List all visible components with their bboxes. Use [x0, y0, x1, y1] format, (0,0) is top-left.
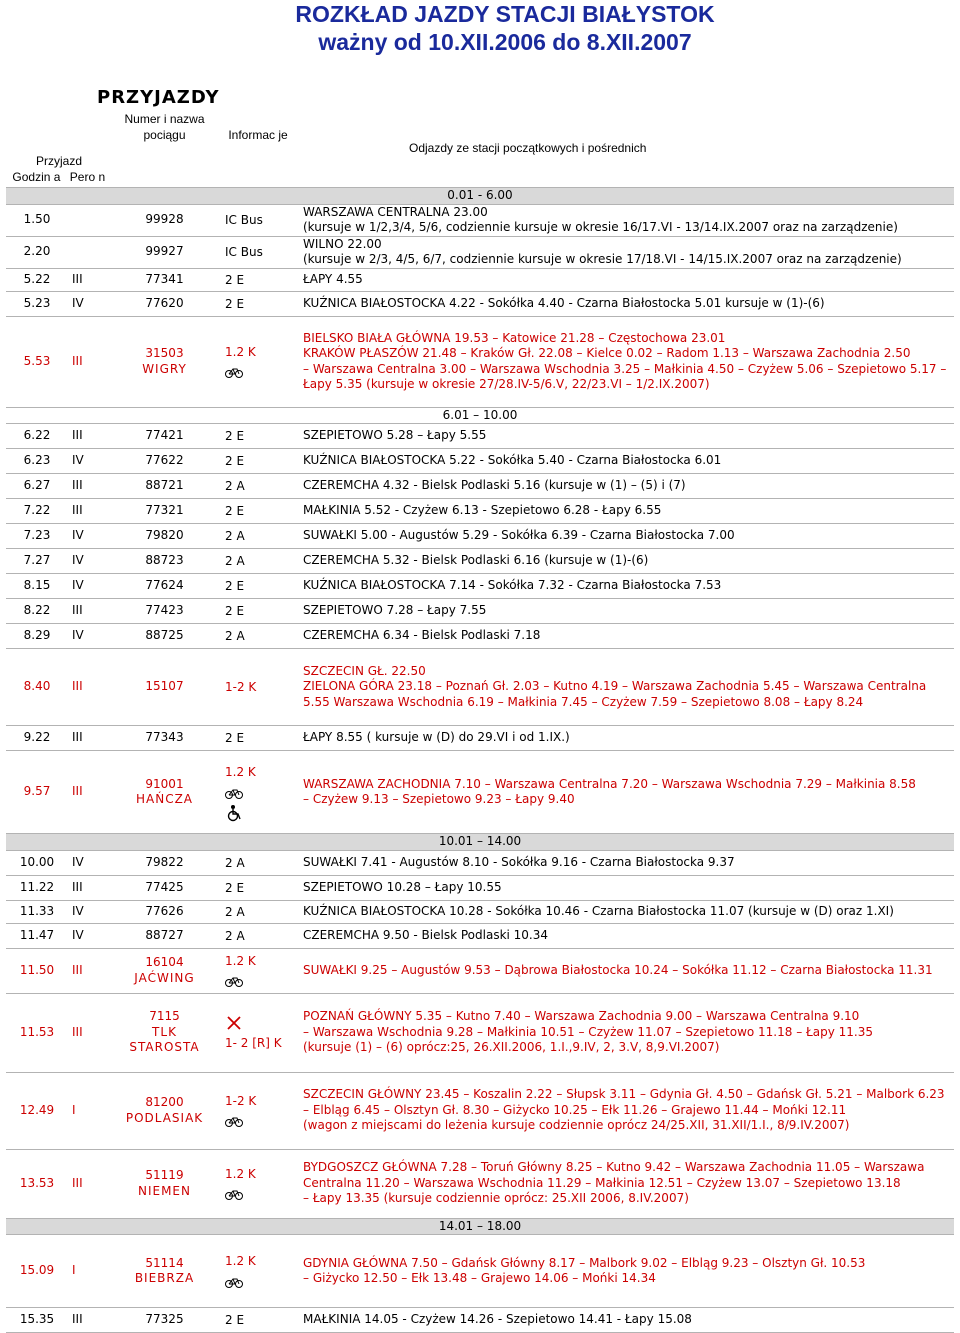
platform: IV	[68, 850, 112, 875]
header-numer: Numer i nazwa pociągu	[112, 110, 217, 188]
train-category: 2 E	[225, 880, 245, 895]
table-row	[6, 1235, 954, 1308]
train-info	[217, 236, 299, 268]
arrivals-table	[6, 110, 954, 1333]
train-info	[217, 1072, 299, 1149]
train-info	[217, 574, 299, 599]
train-info	[217, 751, 299, 834]
train-number	[112, 1308, 217, 1333]
arrival-time: 11.33	[6, 900, 68, 923]
route-text: SZEPIETOWO 10.28 – Łapy 10.55	[303, 879, 502, 894]
train-number	[112, 236, 217, 268]
train-category: 2 A	[225, 629, 245, 643]
route-text: (wagon z miejscami do leżenia kursuje codziennie oprócz 24/25.XII, 31.XII/1.I., 8/9.IV.2007)	[303, 1118, 850, 1133]
train-id: 7115	[149, 1009, 180, 1024]
platform: IV	[68, 923, 112, 948]
train-category: 2 E	[225, 731, 245, 745]
table-row	[6, 474, 954, 499]
train-name: HAŃCZA	[135, 792, 194, 806]
train-number	[112, 923, 217, 948]
train-id: 51119	[145, 1168, 184, 1182]
bicycle-icon	[225, 1114, 243, 1128]
time-band: 0.01 - 6.00	[6, 188, 954, 205]
platform: I	[68, 1072, 112, 1149]
train-id: 77343	[145, 730, 184, 745]
departure-stations	[299, 1072, 954, 1149]
train-info	[217, 424, 299, 449]
route-text: BYDGOSZCZ GŁÓWNA 7.28 – Toruń Główny 8.25 – Kutno 9.42 – Warszawa Zachodnia 11.05 – Warszawa Centralna 11.20 – Warszawa Wschodnia 11.29 – Małkinia 12.51 – Czyżew 13.07 – Szepietowo 13.18	[303, 1160, 925, 1190]
train-id: 88725	[145, 628, 184, 643]
table-row	[6, 449, 954, 474]
departure-stations	[299, 900, 954, 923]
route-text: KRAKÓW PŁASZÓW 21.48 – Kraków Gł. 22.08 – Kielce 0.02 – Radom 1.13 – Warszawa Zachodnia 2.50	[303, 346, 911, 360]
train-number	[112, 993, 217, 1072]
route-text: SZCZECIN GŁ. 22.50	[303, 663, 426, 678]
train-info	[217, 948, 299, 993]
table-row	[6, 624, 954, 649]
arrival-time: 6.23	[6, 449, 68, 474]
restaurant-icon	[225, 1014, 243, 1032]
train-id: 79820	[145, 528, 184, 543]
platform: III	[68, 268, 112, 291]
arrival-time: 7.22	[6, 499, 68, 524]
departure-stations	[299, 1235, 954, 1308]
page-subtitle: ważny od 10.XII.2006 do 8.XII.2007	[318, 29, 692, 55]
route-text: ŁAPY 8.55 ( kursuje w (D) do 29.VI i od 1.IX.)	[303, 730, 570, 745]
platform	[68, 204, 112, 236]
route-note: (kursuje w 1/2,3/4, 5/6, codziennie kursuje w okresie 16/17.VI - 13/14.IX.2007 oraz na zarządzenie)	[303, 220, 898, 234]
train-info	[217, 993, 299, 1072]
table-row	[6, 316, 954, 407]
train-info	[217, 923, 299, 948]
route-text: WILNO 22.00	[303, 236, 382, 251]
train-id: 99928	[145, 212, 184, 227]
header-odjazdy: Odjazdy ze stacji początkowych i pośrednich	[299, 110, 954, 188]
arrival-time: 7.27	[6, 549, 68, 574]
train-info	[217, 268, 299, 291]
platform: IV	[68, 291, 112, 316]
wheelchair-icon	[225, 804, 243, 822]
train-number	[112, 449, 217, 474]
platform: III	[68, 649, 112, 726]
platform: I	[68, 1235, 112, 1308]
route-text: WARSZAWA CENTRALNA 23.00	[303, 204, 488, 219]
table-row	[6, 574, 954, 599]
platform	[68, 236, 112, 268]
time-band: 6.01 – 10.00	[6, 407, 954, 424]
train-id: 77620	[145, 295, 184, 310]
arrival-time: 15.35	[6, 1308, 68, 1333]
train-id: 77425	[145, 879, 184, 894]
platform: III	[68, 599, 112, 624]
section-heading: PRZYJAZDY	[97, 87, 220, 108]
train-info	[217, 316, 299, 407]
table-row	[6, 268, 954, 291]
departure-stations	[299, 549, 954, 574]
train-name: JAĆWING	[134, 970, 195, 985]
arrival-time: 10.00	[6, 850, 68, 875]
page-title: ROZKŁAD JAZDY STACJI BIAŁYSTOK	[295, 1, 715, 27]
departure-stations	[299, 948, 954, 993]
train-id: 79822	[145, 854, 184, 869]
route-text: – Warszawa Wschodnia 9.28 – Małkinia 10.51 – Czyżew 11.07 – Szepietowo 11.18 – Łapy 11.35	[303, 1024, 873, 1039]
bicycle-icon	[225, 1275, 243, 1289]
train-id: 77325	[145, 1312, 184, 1327]
train-category: 2 E	[225, 604, 245, 618]
train-info	[217, 624, 299, 649]
platform: III	[68, 993, 112, 1072]
route-text: MAŁKINIA 5.52 - Czyżew 6.13 - Szepietowo 6.28 - Łapy 6.55	[303, 503, 662, 518]
departure-stations	[299, 204, 954, 236]
route-text: – Łapy 13.35 (kursuje codziennie oprócz: 25.XII 2006, 8.IV.2007)	[303, 1191, 689, 1206]
table-row	[6, 649, 954, 726]
train-id: 16104	[145, 955, 184, 969]
train-info	[217, 726, 299, 751]
departure-stations	[299, 268, 954, 291]
departure-stations	[299, 923, 954, 948]
table-row	[6, 1072, 954, 1149]
train-id: 88723	[145, 553, 184, 568]
platform: III	[68, 1308, 112, 1333]
train-id: 88727	[145, 927, 184, 942]
departure-stations	[299, 291, 954, 316]
arrival-time: 11.53	[6, 993, 68, 1072]
departure-stations	[299, 524, 954, 549]
table-row	[6, 291, 954, 316]
route-text: KUŹNICA BIAŁOSTOCKA 10.28 - Sokółka 10.46 - Czarna Białostocka 11.07 (kursuje w (D) oraz 1.XI)	[303, 903, 894, 918]
table-row	[6, 549, 954, 574]
train-id: 99927	[145, 244, 184, 259]
route-text: ŁAPY 4.55	[303, 271, 363, 286]
train-category: 2 E	[225, 272, 245, 287]
route-text: SUWAŁKI 9.25 – Augustów 9.53 – Dąbrowa Białostocka 10.24 – Sokółka 11.12 – Czarna Białostocka 11.31	[303, 962, 933, 977]
route-text: KUŹNICA BIAŁOSTOCKA 7.14 - Sokółka 7.32 - Czarna Białostocka 7.53	[303, 578, 722, 593]
train-number	[112, 875, 217, 900]
train-number	[112, 474, 217, 499]
route-text: – Czyżew 9.13 – Szepietowo 9.23 – Łapy 9.40	[303, 792, 575, 806]
departure-stations	[299, 316, 954, 407]
arrival-time: 7.23	[6, 524, 68, 549]
arrival-time: 9.57	[6, 751, 68, 834]
bicycle-icon	[225, 365, 243, 379]
platform: III	[68, 948, 112, 993]
train-info	[217, 204, 299, 236]
route-text: MAŁKINIA 14.05 - Czyżew 14.26 - Szepietowo 14.41 - Łapy 15.08	[303, 1312, 692, 1327]
arrival-time: 8.40	[6, 649, 68, 726]
train-info	[217, 1308, 299, 1333]
route-text: POZNAŃ GŁÓWNY 5.35 – Kutno 7.40 – Warszawa Zachodnia 9.00 – Warszawa Centralna 9.10	[303, 1009, 860, 1024]
train-info	[217, 291, 299, 316]
train-id: 77421	[145, 428, 184, 443]
table-row	[6, 948, 954, 993]
header-informacje: Informac je	[217, 110, 299, 188]
train-number	[112, 900, 217, 923]
train-category: IC Bus	[225, 213, 263, 227]
platform: III	[68, 726, 112, 751]
train-id: 77423	[145, 603, 184, 618]
train-number	[112, 1235, 217, 1308]
table-row	[6, 524, 954, 549]
train-number	[112, 268, 217, 291]
table-row	[6, 751, 954, 834]
train-id: 77321	[145, 503, 184, 518]
departure-stations	[299, 726, 954, 751]
route-text: CZEREMCHA 9.50 - Bielsk Podlaski 10.34	[303, 927, 549, 942]
platform: IV	[68, 624, 112, 649]
train-name: STAROSTA	[129, 1040, 200, 1055]
platform: IV	[68, 524, 112, 549]
train-number	[112, 499, 217, 524]
train-name: PODLASIAK	[125, 1110, 204, 1125]
train-category: 1.2 K	[225, 765, 256, 779]
departure-stations	[299, 993, 954, 1072]
header-peron: Pero n	[69, 169, 106, 184]
train-info	[217, 474, 299, 499]
table-row	[6, 900, 954, 923]
route-text: BIELSKO BIAŁA GŁÓWNA 19.53 – Katowice 21.28 – Częstochowa 23.01	[303, 330, 726, 345]
table-row	[6, 923, 954, 948]
header-godzina: Godzin a	[12, 169, 61, 184]
header-przyjazd: Przyjazd	[35, 154, 82, 168]
platform: IV	[68, 574, 112, 599]
departure-stations	[299, 236, 954, 268]
table-header	[6, 110, 954, 188]
train-number	[112, 204, 217, 236]
arrival-time: 8.22	[6, 599, 68, 624]
arrival-time: 1.50	[6, 204, 68, 236]
train-number	[112, 549, 217, 574]
departure-stations	[299, 599, 954, 624]
route-text: – Elbląg 6.45 – Olsztyn Gł. 8.30 – Giżycko 10.25 – Ełk 11.26 – Grajewo 11.44 – Mońki 12.11	[303, 1102, 847, 1117]
train-category: 1-2 K	[225, 680, 257, 694]
platform: III	[68, 316, 112, 407]
train-category: 1.2 K	[225, 953, 256, 968]
arrival-time: 9.22	[6, 726, 68, 751]
departure-stations	[299, 424, 954, 449]
departure-stations	[299, 624, 954, 649]
train-info	[217, 900, 299, 923]
train-category: IC Bus	[225, 245, 263, 259]
train-info	[217, 549, 299, 574]
table-row	[6, 993, 954, 1072]
train-category: 2 E	[225, 504, 245, 518]
arrival-time: 6.27	[6, 474, 68, 499]
train-number	[112, 1072, 217, 1149]
arrival-time: 8.29	[6, 624, 68, 649]
train-number	[112, 1149, 217, 1218]
train-info	[217, 449, 299, 474]
arrival-time: 5.22	[6, 268, 68, 291]
route-text: CZEREMCHA 4.32 - Bielsk Podlaski 5.16 (kursuje w (1) – (5) i (7)	[303, 478, 686, 493]
departure-stations	[299, 850, 954, 875]
train-id: 77341	[145, 271, 184, 286]
platform: III	[68, 1149, 112, 1218]
route-text: – Giżycko 12.50 – Ełk 13.48 – Grajewo 14.06 – Mońki 14.34	[303, 1271, 656, 1285]
table-row	[6, 850, 954, 875]
table-row	[6, 424, 954, 449]
bicycle-icon	[225, 974, 243, 988]
train-info	[217, 875, 299, 900]
train-id: 81200	[145, 1095, 184, 1109]
train-category: 1- 2 [R] K	[225, 1035, 282, 1050]
train-id: 91001	[145, 776, 184, 791]
route-text: KUŹNICA BIAŁOSTOCKA 4.22 - Sokółka 4.40 - Czarna Białostocka 5.01 kursuje w (1)-(6)	[303, 295, 825, 310]
train-category: 2 A	[225, 904, 245, 919]
arrival-time: 13.53	[6, 1149, 68, 1218]
train-id: 51114	[145, 1255, 184, 1270]
table-row	[6, 1308, 954, 1333]
route-text: KUŹNICA BIAŁOSTOCKA 5.22 - Sokółka 5.40 - Czarna Białostocka 6.01	[303, 453, 722, 468]
bicycle-icon	[225, 786, 243, 800]
train-category: 1.2 K	[225, 1254, 256, 1268]
train-info	[217, 1235, 299, 1308]
table-row	[6, 599, 954, 624]
train-name: BIEBRZA	[134, 1271, 195, 1285]
train-name: TLK	[152, 1024, 177, 1039]
departure-stations	[299, 1308, 954, 1333]
train-category: 1.2 K	[225, 1166, 256, 1181]
departure-stations	[299, 1149, 954, 1218]
train-number	[112, 599, 217, 624]
train-info	[217, 524, 299, 549]
departure-stations	[299, 499, 954, 524]
platform: III	[68, 875, 112, 900]
platform: III	[68, 751, 112, 834]
arrival-time: 11.22	[6, 875, 68, 900]
train-number	[112, 948, 217, 993]
table-row	[6, 236, 954, 268]
train-category: 2 A	[225, 554, 245, 568]
table-row	[6, 875, 954, 900]
time-band: 14.01 – 18.00	[6, 1218, 954, 1235]
route-text: SZCZECIN GŁÓWNY 23.45 – Koszalin 2.22 – Słupsk 3.11 – Gdynia Gł. 4.50 – Gdańsk Gł. 5.21 – Malbork 6.23	[303, 1087, 945, 1102]
route-text: SUWAŁKI 7.41 - Augustów 8.10 - Sokółka 9.16 - Czarna Białostocka 9.37	[303, 854, 735, 869]
departure-stations	[299, 649, 954, 726]
train-number	[112, 291, 217, 316]
arrival-time: 12.49	[6, 1072, 68, 1149]
train-category: 2 A	[225, 928, 245, 943]
train-category: 2 A	[225, 529, 245, 543]
departure-stations	[299, 875, 954, 900]
arrival-time: 11.47	[6, 923, 68, 948]
train-category: 2 E	[225, 1313, 245, 1327]
train-id: 88721	[145, 478, 184, 493]
train-category: 2 E	[225, 429, 245, 443]
arrival-time: 5.23	[6, 291, 68, 316]
route-text: ZIELONA GÓRA 23.18 – Poznań Gł. 2.03 – Kutno 4.19 – Warszawa Zachodnia 5.45 – Warszawa Centralna 5.55 Warszawa Wschodnia 6.19 – Małkinia 7.45 – Czyżew 7.59 – Szepietowo 8.08 – Łapy 8.24	[303, 679, 927, 709]
arrival-time: 6.22	[6, 424, 68, 449]
route-note: (kursuje w 2/3, 4/5, 6/7, codziennie kursuje w okresie 17/18.VI - 14/15.IX.2007 oraz na zarządzenie)	[303, 252, 902, 266]
train-name: WIGRY	[142, 361, 187, 376]
train-category: 2 A	[225, 855, 245, 870]
route-text: SZEPIETOWO 5.28 – Łapy 5.55	[303, 428, 487, 443]
train-info	[217, 850, 299, 875]
platform: IV	[68, 900, 112, 923]
arrival-time: 5.53	[6, 316, 68, 407]
departure-stations	[299, 474, 954, 499]
arrival-time: 15.09	[6, 1235, 68, 1308]
route-text: SUWAŁKI 5.00 - Augustów 5.29 - Sokółka 6.39 - Czarna Białostocka 7.00	[303, 528, 735, 543]
train-info	[217, 599, 299, 624]
route-text: WARSZAWA ZACHODNIA 7.10 – Warszawa Centralna 7.20 – Warszawa Wschodnia 7.29 – Małkinia 8.58	[303, 776, 916, 791]
train-info	[217, 649, 299, 726]
table-row	[6, 1149, 954, 1218]
train-number	[112, 649, 217, 726]
route-text: CZEREMCHA 6.34 - Bielsk Podlaski 7.18	[303, 628, 541, 643]
route-text: (kursuje (1) – (6) oprócz:25, 26.XII.2006, 1.I.,9.IV, 2, 3.V, 8,9.VI.2007)	[303, 1040, 720, 1055]
train-number	[112, 524, 217, 549]
train-number	[112, 574, 217, 599]
train-number	[112, 424, 217, 449]
departure-stations	[299, 449, 954, 474]
train-info	[217, 499, 299, 524]
departure-stations	[299, 574, 954, 599]
route-text: – Warszawa Centralna 3.00 – Warszawa Wschodnia 3.25 – Małkinia 4.50 – Czyżew 5.06 – Szepietowo 5.17 – Łapy 5.35 (kursuje w okresie 27/28.IV-5/6.V, 22/23.VI – 1/2.IX.2007)	[303, 361, 947, 391]
platform: IV	[68, 549, 112, 574]
arrival-time: 8.15	[6, 574, 68, 599]
train-category: 2 E	[225, 454, 245, 468]
platform: III	[68, 499, 112, 524]
route-text: SZEPIETOWO 7.28 – Łapy 7.55	[303, 603, 487, 618]
train-info	[217, 1149, 299, 1218]
train-number	[112, 726, 217, 751]
train-category: 2 E	[225, 296, 245, 311]
train-category: 1-2 K	[225, 1093, 257, 1108]
train-name: NIEMEN	[137, 1183, 191, 1198]
train-category: 1.2 K	[225, 344, 256, 359]
bicycle-icon	[225, 1187, 243, 1201]
train-id: 31503	[145, 346, 184, 360]
route-text: GDYNIA GŁÓWNA 7.50 – Gdańsk Główny 8.17 – Malbork 9.02 – Elbląg 9.23 – Olsztyn Gł. 10.53	[303, 1255, 866, 1270]
platform: III	[68, 474, 112, 499]
train-category: 2 E	[225, 579, 245, 593]
arrival-time: 11.50	[6, 948, 68, 993]
train-id: 77624	[145, 578, 184, 593]
arrival-time: 2.20	[6, 236, 68, 268]
table-row	[6, 204, 954, 236]
train-id: 77622	[145, 453, 184, 468]
platform: III	[68, 424, 112, 449]
train-id: 15107	[145, 679, 184, 694]
time-band: 10.01 – 14.00	[6, 834, 954, 851]
route-text: CZEREMCHA 5.32 - Bielsk Podlaski 6.16 (kursuje w (1)-(6)	[303, 553, 649, 568]
train-category: 2 A	[225, 479, 245, 493]
table-row	[6, 726, 954, 751]
table-row	[6, 499, 954, 524]
train-number	[112, 624, 217, 649]
platform: IV	[68, 449, 112, 474]
train-id: 77626	[145, 903, 184, 918]
departure-stations	[299, 751, 954, 834]
train-number	[112, 316, 217, 407]
train-number	[112, 850, 217, 875]
train-number	[112, 751, 217, 834]
